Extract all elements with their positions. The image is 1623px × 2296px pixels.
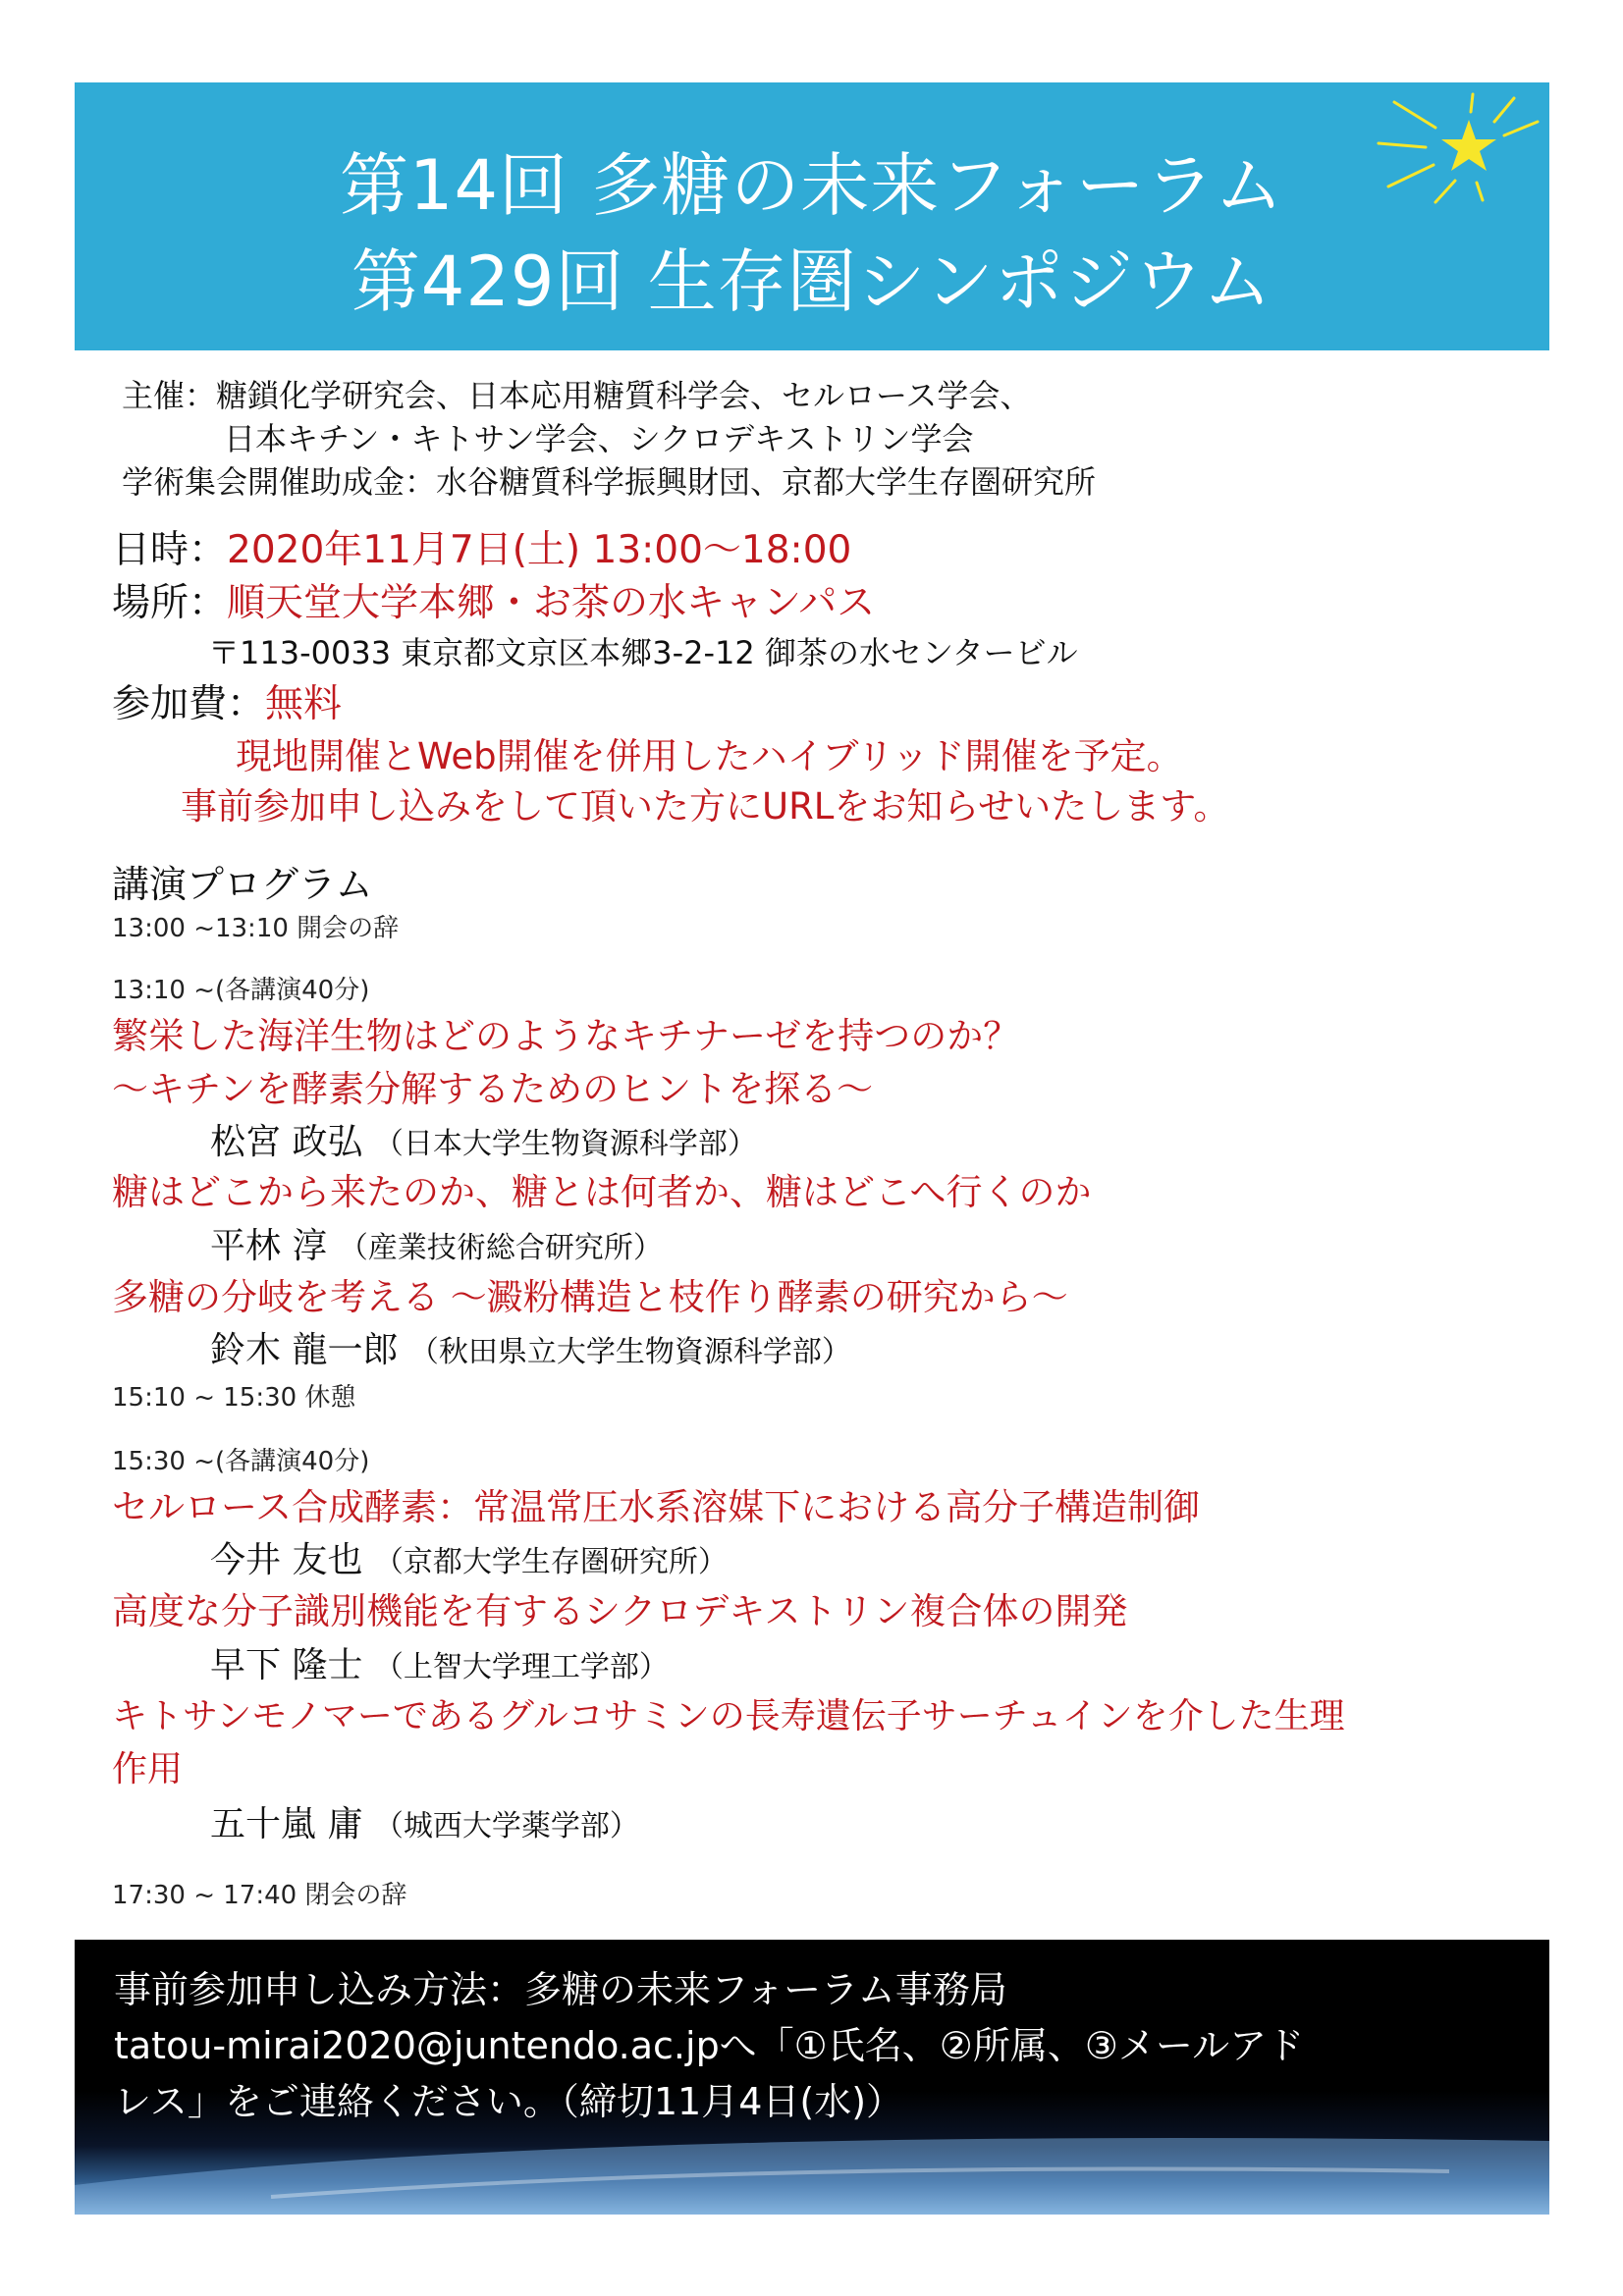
- talk4-speaker-row: [210, 1540, 728, 1580]
- venue-value: 順天堂大学本郷・お茶の水キャンパス: [227, 581, 876, 625]
- talk4-speaker: 今井 友也: [210, 1540, 363, 1580]
- grant-line: 学術集会開催助成金：水谷糖質科学振興財団、京都大学生存圏研究所: [122, 463, 1097, 501]
- talk3-affiliation: （秋田県立大学生物資源科学部）: [408, 1335, 851, 1369]
- fee-value: 無料: [265, 682, 343, 726]
- talk4-affiliation: （京都大学生存圏研究所）: [373, 1545, 728, 1579]
- talk6-title-line1: キトサンモノマーであるグルコサミンの長寿遺伝子サーチュインを介した生理: [112, 1696, 1345, 1736]
- talk2-title: 糖はどこから来たのか、糖とは何者か、糖はどこへ行くのか: [112, 1171, 1092, 1213]
- hybrid-note: 現地開催とWeb開催を併用したハイブリッド開催を予定。: [236, 735, 1183, 777]
- venue-address: 〒113-0033 東京都文京区本郷3-2-12 御茶の水センタービル: [208, 634, 1078, 671]
- talk6-affiliation: （城西大学薬学部）: [373, 1809, 639, 1843]
- talk3-speaker-row: [210, 1330, 851, 1370]
- fee-label: 参加費：: [112, 682, 266, 726]
- talk2-speaker-row: [210, 1226, 663, 1266]
- talk2-affiliation: （産業技術総合研究所）: [338, 1231, 663, 1265]
- program-heading: 講演プログラム: [112, 863, 373, 906]
- talk1-title-line2: ～キチンを酵素分解するためのヒントを探る～: [112, 1068, 874, 1110]
- date-row: [112, 528, 852, 572]
- venue-label: 場所：: [112, 581, 228, 625]
- organizers-line2: 日本キチン・キトサン学会、シクロデキストリン学会: [224, 420, 974, 457]
- talk1-speaker-row: [210, 1122, 757, 1162]
- talk2-speaker: 平林 淳: [210, 1226, 328, 1266]
- title-symposium: 第429回 生存圏シンポジウム: [351, 241, 1273, 322]
- talk3-speaker: 鈴木 龍一郎: [210, 1330, 399, 1370]
- talk3-title: 多糖の分岐を考える ～澱粉構造と枝作り酵素の研究から～: [112, 1276, 1068, 1318]
- url-note: 事前参加申し込みをして頂いた方にURLをお知らせいたします。: [181, 785, 1230, 828]
- date-label: 日時：: [112, 528, 228, 572]
- talk5-speaker-row: [210, 1645, 669, 1685]
- talk1-affiliation: （日本大学生物資源科学部）: [373, 1127, 757, 1161]
- break-time: 15:10 ~ 15:30 休憩: [112, 1383, 356, 1413]
- organizers-line1: 主催：糖鎖化学研究会、日本応用糖質科学会、セルロース学会、: [122, 377, 1032, 414]
- registration-method: 事前参加申し込み方法：多糖の未来フォーラム事務局: [114, 1968, 1007, 2011]
- talk6-title-line2: 作用: [112, 1749, 184, 1789]
- registration-banner: [75, 1940, 1549, 2215]
- talk5-title: 高度な分子識別機能を有するシクロデキストリン複合体の開発: [112, 1590, 1128, 1632]
- venue-row: [112, 581, 876, 625]
- opening-time: 13:00 ~13:10 開会の辞: [112, 914, 400, 943]
- talk1-speaker: 松宮 政弘: [210, 1122, 363, 1162]
- session2-time: 15:30 ~(各講演40分): [112, 1447, 370, 1476]
- title-forum: 第14回 多糖の未来フォーラム: [339, 145, 1285, 226]
- session1-time: 13:10 ~(各講演40分): [112, 976, 370, 1005]
- fee-row: [112, 682, 343, 726]
- talk1-title-line1: 繁栄した海洋生物はどのようなキチナーゼを持つのか？: [112, 1015, 1020, 1057]
- talk4-title: セルロース合成酵素：常温常圧水系溶媒下における高分子構造制御: [112, 1486, 1201, 1528]
- registration-email: tatou-mirai2020@juntendo.ac.jpへ「①氏名、②所属、③メールアド: [114, 2024, 1305, 2067]
- talk6-speaker-row: [210, 1804, 639, 1844]
- talk6-speaker: 五十嵐 庸: [210, 1804, 363, 1844]
- talk5-speaker: 早下 隆士: [210, 1645, 363, 1685]
- star-icon: [1375, 92, 1542, 210]
- header-banner: [75, 82, 1549, 350]
- closing-time: 17:30 ~ 17:40 閉会の辞: [112, 1881, 407, 1910]
- registration-deadline: レス」をご連絡ください。（締切11月4日(水)）: [114, 2080, 904, 2123]
- talk5-affiliation: （上智大学理工学部）: [373, 1650, 669, 1684]
- date-value: 2020年11月7日(土) 13:00～18:00: [227, 528, 852, 572]
